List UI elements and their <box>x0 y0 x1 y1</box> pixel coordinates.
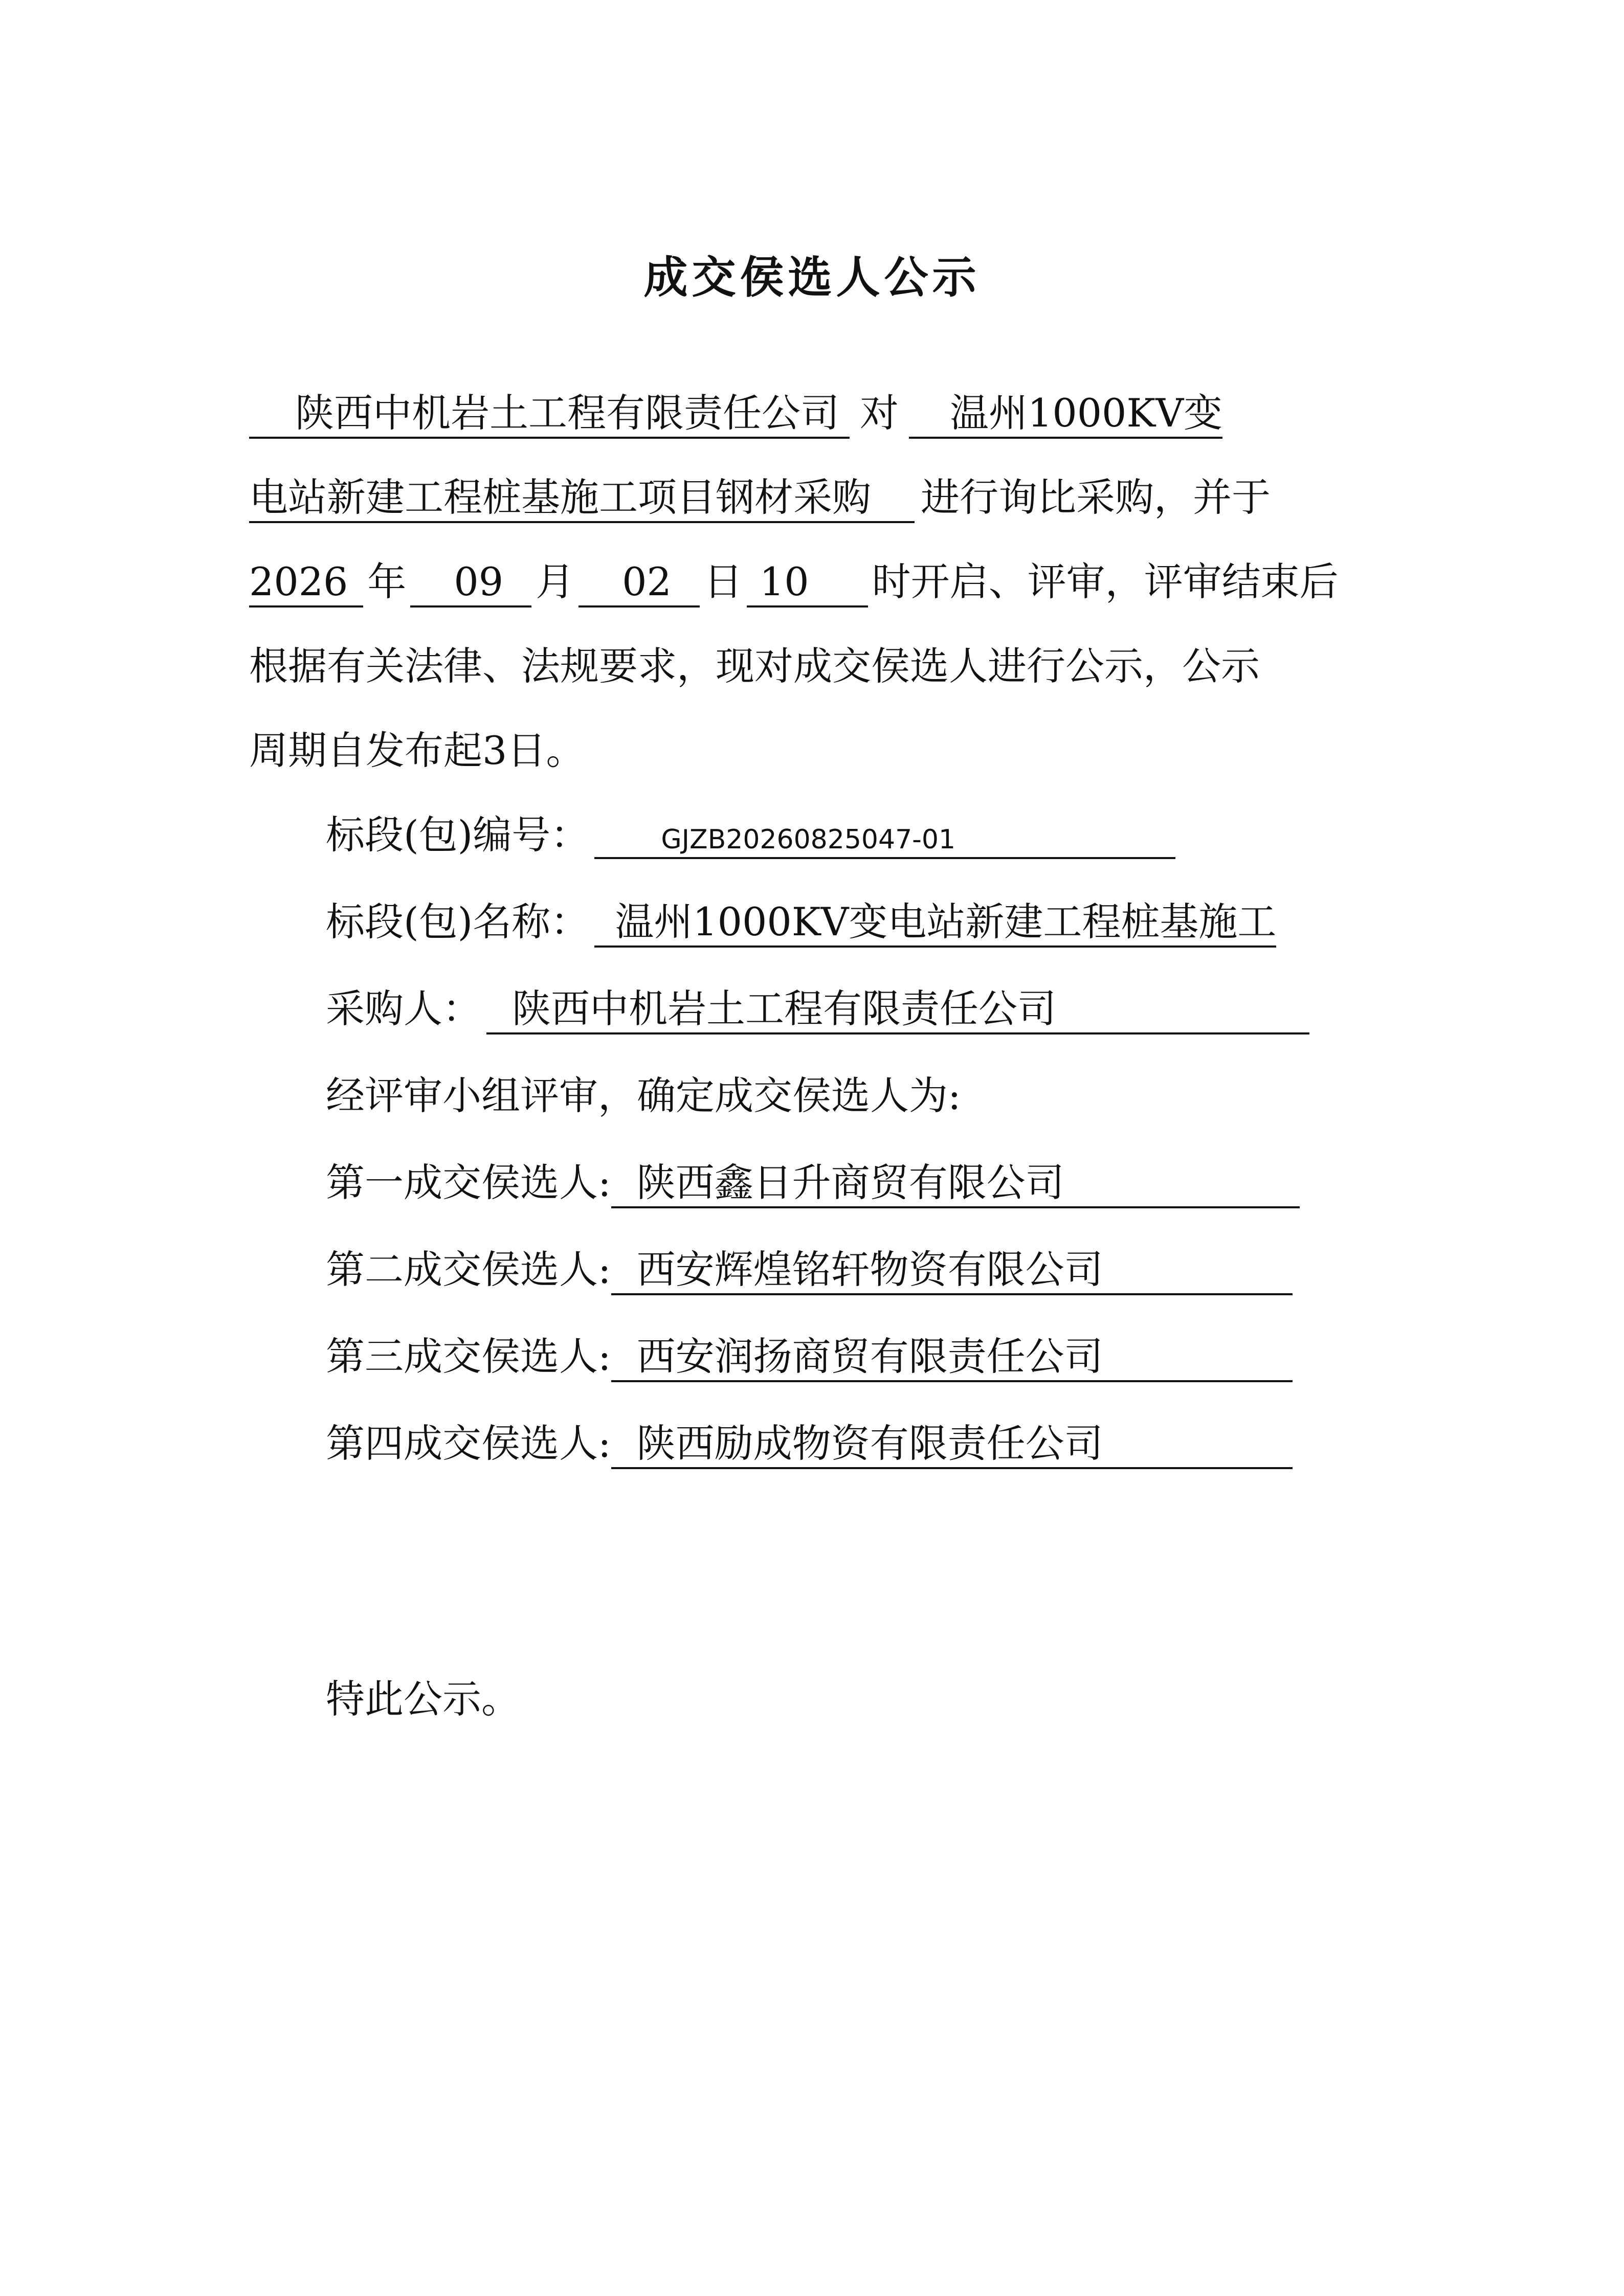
to-word: 对 <box>860 390 899 436</box>
buyer-label: 采购人： <box>326 986 481 1031</box>
candidate-name: 西安辉煌铭轩物资有限公司 <box>611 1250 1293 1295</box>
lot-name-label: 标段(包)名称： <box>326 899 590 944</box>
open-hour: 10 <box>747 562 868 607</box>
purchaser-name: 陕西中机岩土工程有限责任公司 <box>249 394 850 439</box>
buyer-row <box>326 986 1309 1034</box>
month-label: 月 <box>536 559 575 604</box>
open-month: 09 <box>410 562 531 607</box>
intro-line-5: 周期自发布起3日。 <box>249 728 585 773</box>
intro-line-1 <box>249 390 1223 439</box>
candidate-name: 西安润扬商贸有限责任公司 <box>611 1337 1293 1382</box>
candidate-row <box>326 1421 1293 1469</box>
day-label: 日 <box>703 559 743 604</box>
lot-number-label: 标段(包)编号： <box>326 812 590 858</box>
intro-tail: 进行询比采购，并于 <box>921 475 1271 520</box>
project-name-part2: 电站新建工程桩基施工项目钢材采购 <box>249 478 915 523</box>
candidate-label: 第四成交侯选人: <box>326 1421 611 1466</box>
candidate-row <box>326 1160 1300 1208</box>
open-year: 2026 <box>249 562 363 607</box>
intro-line-2 <box>249 475 1271 523</box>
candidate-name: 陕西鑫日升商贸有限公司 <box>611 1163 1300 1208</box>
intro-line-4: 根据有关法律、法规要求，现对成交侯选人进行公示，公示 <box>249 643 1260 689</box>
year-label: 年 <box>367 559 407 604</box>
lot-name-value: 温州1000KV变电站新建工程桩基施工 <box>594 903 1276 948</box>
closing-text: 特此公示。 <box>326 1676 520 1722</box>
intro-line-3 <box>249 559 1339 607</box>
candidate-label: 第一成交侯选人: <box>326 1160 611 1205</box>
page-title: 成交侯选人公示 <box>643 252 981 303</box>
candidate-row <box>326 1247 1293 1295</box>
review-line: 经评审小组评审，确定成交侯选人为: <box>326 1073 961 1118</box>
candidate-name: 陕西励成物资有限责任公司 <box>611 1424 1293 1469</box>
intro-line-3-tail: 时开启、评审，评审结束后 <box>872 559 1339 604</box>
candidate-row <box>326 1334 1293 1382</box>
buyer-value: 陕西中机岩土工程有限责任公司 <box>486 989 1309 1034</box>
open-day: 02 <box>579 562 700 607</box>
project-name-part1: 温州1000KV变 <box>909 394 1222 439</box>
lot-number-row <box>326 812 1175 859</box>
candidate-label: 第二成交侯选人: <box>326 1247 611 1292</box>
candidate-label: 第三成交侯选人: <box>326 1334 611 1379</box>
lot-name-row <box>326 899 1277 948</box>
lot-number-value: GJZB20260825047-01 <box>594 826 1175 859</box>
